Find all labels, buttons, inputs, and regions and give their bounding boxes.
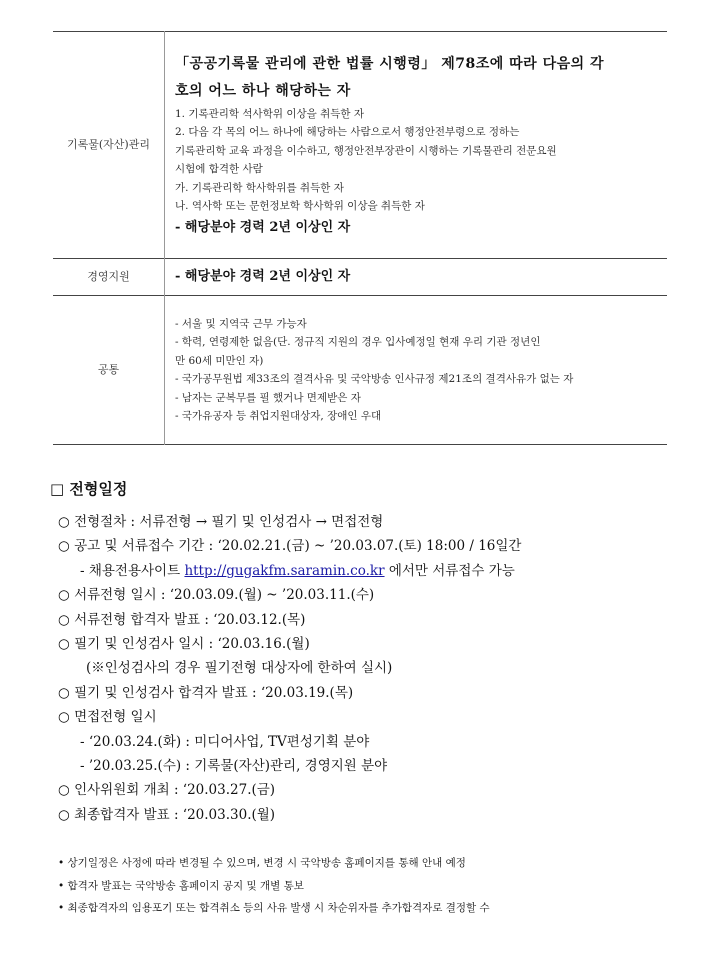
schedule-written-result: ○ 필기 및 인성검사 합격자 발표 : ‘20.03.19.(목)	[58, 684, 354, 701]
common-item-2: - 학력, 연령제한 없음(단. 정규직 지원의 경우 입사예정일 현재 우리 기관 정년인	[175, 336, 541, 348]
records-item-4: 시험에 합격한 사람	[175, 163, 263, 175]
common-item-3: 만 60세 미만인 자)	[175, 354, 264, 367]
schedule-interview-2: - ’20.03.25.(수) : 기록물(자산)관리, 경영지원 분야	[80, 758, 388, 775]
requirements-table	[53, 31, 667, 445]
row-label-management: 경영지원	[53, 259, 165, 296]
schedule-interview-1: - ‘20.03.24.(화) : 미디어사업, TV편성기획 분야	[80, 733, 370, 750]
records-item-6: 나. 역사학 또는 문헌정보학 학사학위 이상을 취득한 자	[175, 200, 425, 212]
schedule-list	[58, 510, 678, 827]
records-item-1: 1. 기록관리학 석사학위 이상을 취득한 자	[175, 107, 364, 120]
records-requirements	[165, 32, 668, 259]
records-law-line-2: 호의 어느 하나 해당하는 자	[175, 82, 351, 99]
note-3: • 최종합격자의 임용포기 또는 합격취소 등의 사유 발생 시 차순위자를 추가합격자로 결정할 수	[58, 902, 490, 914]
records-item-3: 기록관리학 교육 과정을 이수하고, 행정안전부장관이 시행하는 기록물관리 전문요원	[175, 144, 557, 157]
row-label-records: 기록물(자산)관리	[53, 32, 165, 259]
schedule-interview: ○ 면접전형 일시	[58, 709, 157, 726]
schedule-site	[58, 559, 678, 583]
schedule-written-note: (※인성검사의 경우 필기전형 대상자에 한하여 실시)	[86, 660, 393, 677]
schedule-written-date: ○ 필기 및 인성검사 일시 : ‘20.03.16.(월)	[58, 636, 310, 653]
schedule-doc-result: ○ 서류전형 합격자 발표 : ‘20.03.12.(목)	[58, 611, 306, 628]
management-career: - 해당분야 경력 2년 이상인 자	[175, 269, 351, 284]
records-career: - 해당분야 경력 2년 이상인 자	[175, 219, 351, 235]
records-law-line-1: 「공공기록물 관리에 관한 법률 시행령」 제78조에 따라 다음의 각	[175, 55, 605, 72]
schedule-apply: ○ 공고 및 서류접수 기간 : ‘20.02.21.(금) ~ ’20.03.07.(토) 18:00 / 16일간	[58, 538, 522, 555]
schedule-committee: ○ 인사위원회 개최 : ‘20.03.27.(금)	[58, 782, 276, 799]
table-row-records	[53, 32, 667, 259]
management-requirements	[165, 259, 668, 296]
row-label-common: 공통	[53, 296, 165, 445]
note-1: • 상기일정은 사정에 따라 변경될 수 있으며, 변경 시 국악방송 홈페이지를 통해 안내 예정	[58, 857, 466, 869]
common-item-6: - 국가유공자 등 취업지원대상자, 장애인 우대	[175, 410, 382, 422]
site-suffix: 에서만 서류접수 가능	[384, 562, 515, 579]
schedule-notes	[58, 852, 678, 920]
records-item-2: 2. 다음 각 목의 어느 하나에 해당하는 사람으로서 행정안전부령으로 정하는	[175, 126, 520, 138]
common-requirements	[165, 296, 668, 445]
common-item-4: - 국가공무원법 제33조의 결격사유 및 국악방송 인사규정 제21조의 결격사유가 없는 자	[175, 373, 574, 385]
schedule-heading: □ 전형일정	[50, 480, 128, 498]
common-item-1: - 서울 및 지역국 근무 가능자	[175, 317, 307, 330]
site-prefix: - 채용전용사이트	[80, 562, 185, 579]
common-item-5: - 남자는 군복무를 필 했거나 면제받은 자	[175, 391, 361, 404]
records-item-5: 가. 기록관리학 학사학위를 취득한 자	[175, 181, 344, 194]
table-row-management	[53, 259, 667, 296]
schedule-doc-date: ○ 서류전형 일시 : ‘20.03.09.(월) ~ ’20.03.11.(수)	[58, 587, 375, 604]
schedule-process: ○ 전형절차 : 서류전형 → 필기 및 인성검사 → 면접전형	[58, 514, 384, 530]
recruit-site-link[interactable]: http://gugakfm.saramin.co.kr	[184, 562, 385, 579]
schedule-final: ○ 최종합격자 발표 : ‘20.03.30.(월)	[58, 806, 276, 823]
table-row-common	[53, 296, 667, 445]
note-2: • 합격자 발표는 국악방송 홈페이지 공지 및 개별 통보	[58, 879, 304, 892]
